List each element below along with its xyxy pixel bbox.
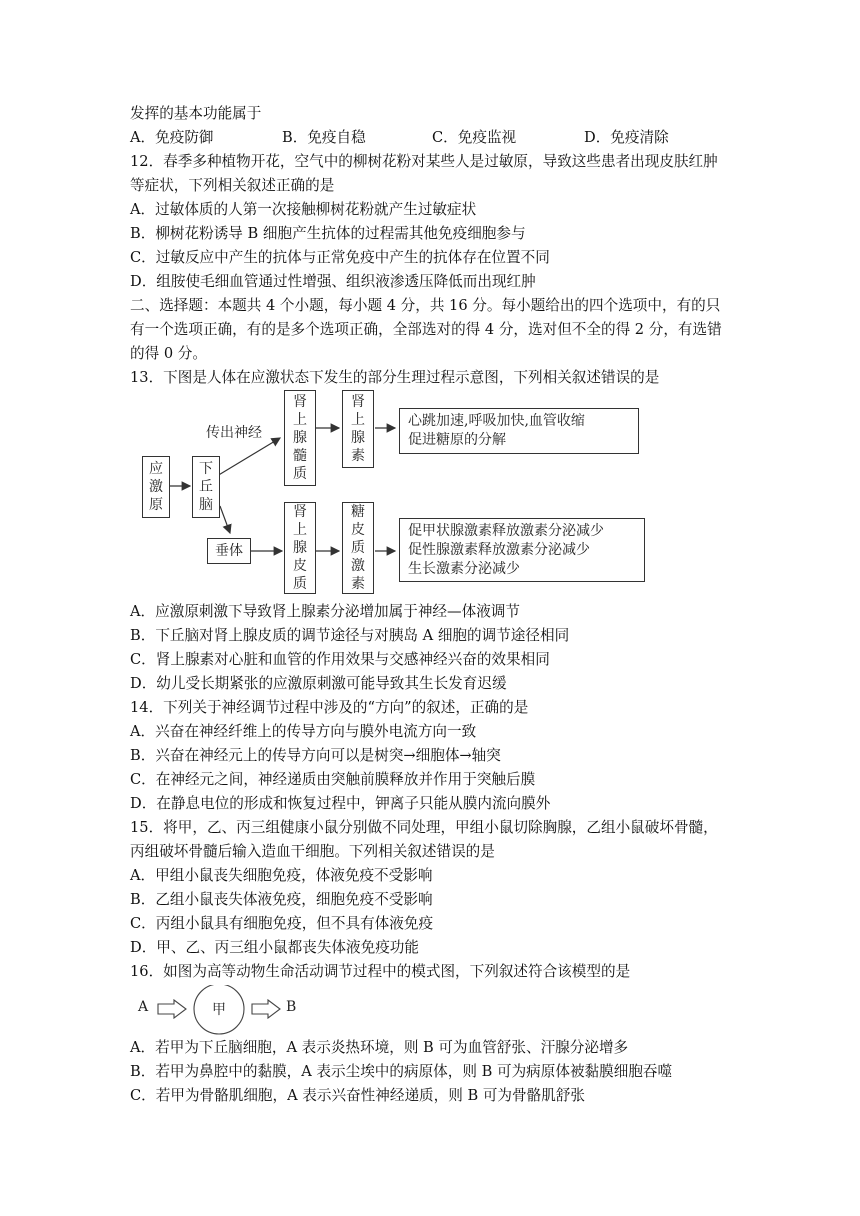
q16-stem: 16．如图为高等动物生命活动调节过程中的模式图，下列叙述符合该模型的是: [130, 963, 631, 980]
q11-stem-continuation: 发挥的基本功能属于: [130, 105, 262, 122]
adrenal-medulla-box: 肾 上 腺 髓 质: [284, 390, 316, 486]
q13-option-c: C．肾上腺素对心脏和血管的作用效果与交感神经兴奋的效果相同: [130, 651, 550, 668]
section2-instructions-line3: 的得 0 分。: [130, 345, 207, 362]
stressor-box: 应 激 原: [142, 456, 170, 518]
q16-option-c: C．若甲为骨骼肌细胞，A 表示兴奋性神经递质，则 B 可为骨骼肌舒张: [130, 1087, 585, 1104]
q12-option-b: B．柳树花粉诱导 B 细胞产生抗体的过程需其他免疫细胞参与: [130, 225, 526, 242]
adrenaline-effects-box: 心跳加速,呼吸加快,血管收缩 促进糖原的分解: [399, 408, 639, 454]
section2-instructions-line1: 二、选择题：本题共 4 个小题，每小题 4 分，共 16 分。每小题给出的四个选项中，有的只: [130, 297, 721, 314]
regulation-model-diagram: [130, 985, 330, 1035]
efferent-nerve-label: 传出神经: [206, 425, 262, 441]
q15-stem-line2: 丙组破坏骨髓后输入造血干细胞。下列相关叙述错误的是: [130, 843, 495, 860]
q13-option-a: A．应激原刺激下导致肾上腺素分泌增加属于神经—体液调节: [130, 603, 520, 620]
q12-option-d: D．组胺使毛细血管通过性增强、组织液渗透压降低而出现红肿: [130, 273, 536, 290]
q14-stem: 14．下列关于神经调节过程中涉及的“方向”的叙述，正确的是: [130, 699, 529, 716]
adrenal-cortex-box: 肾 上 腺 皮 质: [284, 502, 316, 594]
glucocorticoid-effects-box: 促甲状腺激素释放激素分泌减少 促性腺激素释放激素分泌减少 生长激素分泌减少: [399, 518, 645, 582]
model-center-label: 甲: [212, 1002, 226, 1018]
q13-stem: 13．下图是人体在应激状态下发生的部分生理过程示意图，下列相关叙述错误的是: [130, 369, 660, 386]
pituitary-box: 垂体: [207, 538, 251, 564]
q16-option-a: A．若甲为下丘脑细胞，A 表示炎热环境，则 B 可为血管舒张、汗腺分泌增多: [130, 1039, 629, 1056]
model-output-label: B: [286, 999, 297, 1015]
q14-option-b: B．兴奋在神经元上的传导方向可以是树突→细胞体→轴突: [130, 747, 501, 764]
stress-response-diagram: [132, 388, 652, 594]
q11-option-d: D．免疫清除: [584, 129, 669, 146]
q15-option-b: B．乙组小鼠丧失体液免疫，细胞免疫不受影响: [130, 891, 433, 908]
q14-option-c: C．在神经元之间，神经递质由突触前膜释放并作用于突触后膜: [130, 771, 536, 788]
glucocorticoid-box: 糖 皮 质 激 素: [342, 502, 374, 594]
q11-option-a: A．免疫防御: [130, 129, 214, 146]
q12-option-c: C．过敏反应中产生的抗体与正常免疫中产生的抗体存在位置不同: [130, 249, 550, 266]
q15-option-a: A．甲组小鼠丧失细胞免疫，体液免疫不受影响: [130, 867, 433, 884]
q15-stem-line1: 15．将甲，乙、丙三组健康小鼠分别做不同处理，甲组小鼠切除胸腺，乙组小鼠破坏骨髓，: [130, 819, 718, 836]
q13-option-d: D．幼儿受长期紧张的应激原刺激可能导致其生长发育迟缓: [130, 675, 507, 692]
q11-option-c: C．免疫监视: [432, 129, 517, 146]
q11-option-b: B．免疫自稳: [282, 129, 366, 146]
q16-option-b: B．若甲为鼻腔中的黏膜，A 表示尘埃中的病原体，则 B 可为病原体被黏膜细胞吞噬: [130, 1063, 673, 1080]
adrenaline-box: 肾 上 腺 素: [342, 390, 374, 468]
q15-option-d: D．甲、乙、丙三组小鼠都丧失体液免疫功能: [130, 939, 419, 956]
q12-stem-line1: 12．春季多种植物开花，空气中的柳树花粉对某些人是过敏原，导致这些患者出现皮肤红肿: [130, 153, 718, 170]
q15-option-c: C．丙组小鼠具有细胞免疫，但不具有体液免疫: [130, 915, 434, 932]
hypothalamus-box: 下 丘 脑: [192, 456, 220, 518]
model-input-label: A: [138, 999, 149, 1015]
q12-option-a: A．过敏体质的人第一次接触柳树花粉就产生过敏症状: [130, 201, 477, 218]
section2-instructions-line2: 有一个选项正确，有的是多个选项正确，全部选对的得 4 分，选对但不全的得 2 分，有选错: [130, 321, 722, 338]
q13-option-b: B．下丘脑对肾上腺皮质的调节途径与对胰岛 A 细胞的调节途径相同: [130, 627, 570, 644]
model-arrows: [130, 985, 330, 1035]
q14-option-d: D．在静息电位的形成和恢复过程中，钾离子只能从膜内流向膜外: [130, 795, 551, 812]
q12-stem-line2: 等症状，下列相关叙述正确的是: [130, 177, 335, 194]
q14-option-a: A．兴奋在神经纤维上的传导方向与膜外电流方向一致: [130, 723, 477, 740]
